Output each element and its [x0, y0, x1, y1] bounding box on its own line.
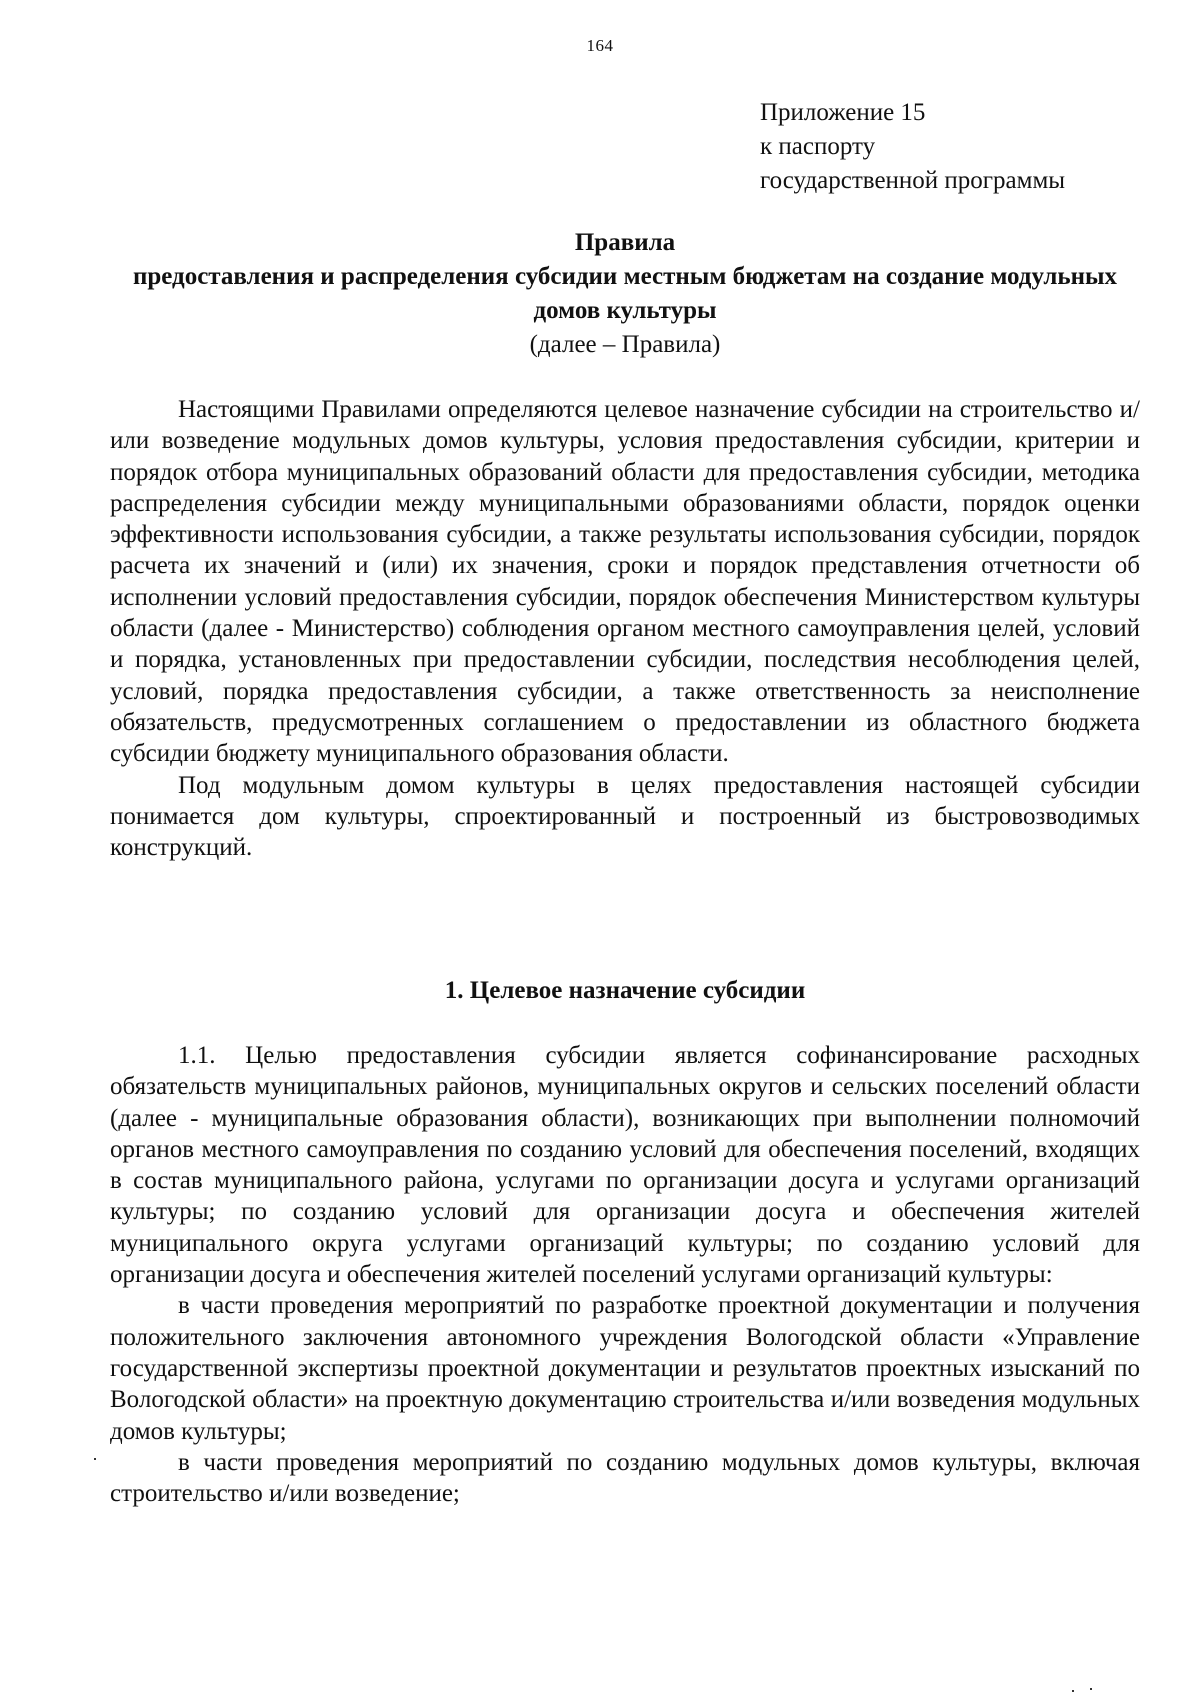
- section-1-body: [110, 1040, 1140, 1509]
- appendix-note: [760, 96, 1065, 198]
- page-number: 164: [586, 36, 614, 55]
- intro-paragraph-2: Под модульным домом культуры в целях предоставления настоящей субсидии понимается дом культуры, спроектированный и построенный из быстровозводимых конструкций.: [110, 771, 1140, 862]
- scan-artifact-mark: [94, 1458, 96, 1460]
- document-title-block: [110, 226, 1140, 362]
- appendix-line-3: государственной программы: [760, 167, 1066, 194]
- section-1-paragraph-3: в части проведения мероприятий по созданию модульных домов культуры, включая строительство и/или возведение;: [110, 1448, 1140, 1508]
- scan-artifact-mark: [1090, 1688, 1092, 1690]
- section-1-paragraph-1: 1.1. Целью предоставления субсидии является софинансирование расходных обязательств муниципальных районов, муниципальных округов и сельских поселений области (далее - муниципальные образования области), возникающих при выполнении полномочий органов местного самоуправления по созданию условий для обеспечения поселений, входящих в состав муниципального района, услугами по организации досуга и услугами организаций культуры; по созданию условий для организации досуга и обеспечения жителей муниципального округа услугами организаций культуры; по созданию условий для организации досуга и обеспечения жителей поселений услугами организаций культуры:: [110, 1042, 1140, 1289]
- section-1-heading: 1. Целевое назначение субсидии: [444, 977, 806, 1004]
- document-subtitle: предоставления и распределения субсидии местным бюджетам на создание модульных домов культуры: [132, 263, 1117, 324]
- intro-section: [110, 394, 1140, 863]
- appendix-line-2: к паспорту: [760, 133, 876, 160]
- document-title-note: (далее – Правила): [529, 331, 721, 358]
- document-title: Правила: [574, 229, 676, 256]
- scan-artifact-mark: [1072, 1690, 1074, 1692]
- section-1-paragraph-2: в части проведения мероприятий по разработке проектной документации и получения положительного заключения автономного учреждения Вологодской области «Управление государственной экспертизы проектной документации и результатов проектных изысканий по Вологодской области» на проектную документацию строительства и/или возведения модульных домов культуры;: [110, 1292, 1140, 1445]
- intro-paragraph-1: Настоящими Правилами определяются целевое назначение субсидии на строительство и/или возведение модульных домов культуры, условия предоставления субсидии, критерии и порядок отбора муниципальных образований области для предоставления субсидии, методика распределения субсидии между муниципальными образованиями области, порядок оценки эффективности использования субсидии, а также результаты использования субсидии, порядок расчета их значений и (или) их значения, сроки и порядок представления отчетности об исполнении условий предоставления субсидии, порядок обеспечения Министерством культуры области (далее - Министерство) соблюдения органом местного самоуправления целей, условий и порядка, установленных при предоставлении субсидии, последствия несоблюдения целей, условий, порядка предоставления субсидии, а также ответственность за неисполнение обязательств, предусмотренных соглашением о предоставлении из областного бюджета субсидии бюджету муниципального образования области.: [110, 396, 1140, 768]
- appendix-line-1: Приложение 15: [760, 99, 926, 126]
